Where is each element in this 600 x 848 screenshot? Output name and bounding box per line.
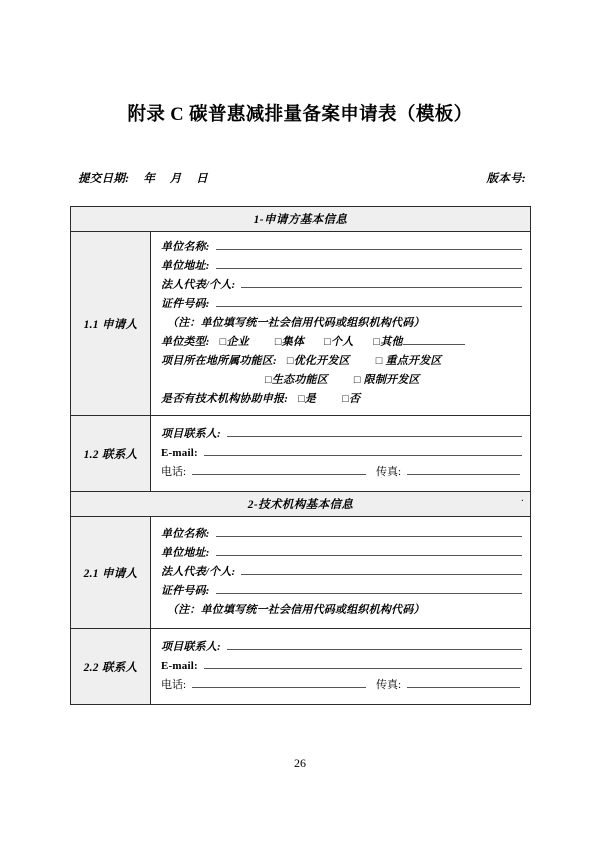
fill-in-rule[interactable] — [216, 582, 522, 594]
fill-in-rule[interactable] — [216, 544, 522, 556]
fax-label: 传真: — [376, 679, 402, 691]
function-zone-group-row2 — [161, 371, 530, 390]
row-label-1-2: 1.2 联系人 — [71, 416, 151, 492]
field-label: 项目联系人: — [161, 428, 221, 440]
checkbox-key-development-zone[interactable]: □ 重点开发区 — [375, 355, 442, 367]
page-title: 附录 C 碳普惠减排量备案申请表（模板） — [127, 105, 473, 125]
row-body-1-2 — [151, 416, 531, 492]
field-label: E-mail: — [161, 447, 198, 459]
submit-date-label: 提交日期: — [78, 173, 130, 185]
fill-in-rule[interactable] — [216, 525, 522, 537]
phone-label: 电话: — [161, 466, 187, 478]
phone-fill-in-rule[interactable] — [192, 676, 366, 688]
fax-fill-in-rule[interactable] — [407, 463, 520, 475]
fill-in-rule[interactable] — [241, 563, 522, 575]
page-number: 26 — [294, 756, 306, 770]
field-label: 法人代表/个人: — [161, 279, 236, 291]
field-project-contact — [161, 638, 530, 657]
section-1-heading: 1-申请方基本信息 — [71, 207, 531, 232]
checkbox-collective[interactable]: □集体 — [274, 336, 305, 348]
submit-date-ymd: 年 月 日 — [143, 173, 214, 185]
table-row — [71, 232, 531, 416]
checkbox-restricted-development-zone[interactable]: □ 限制开发区 — [353, 374, 420, 386]
checkbox-optimized-development-zone[interactable]: □优化开发区 — [286, 355, 350, 367]
phone-fill-in-rule[interactable] — [192, 463, 366, 475]
field-label: 项目联系人: — [161, 641, 221, 653]
row-label-2-1: 2.1 申请人 — [71, 517, 151, 629]
field-unit-name — [161, 238, 530, 257]
note-credit-code: （注：单位填写统一社会信用代码或组织机构代码） — [167, 604, 425, 616]
checkbox-other[interactable]: □其他 — [373, 336, 403, 348]
field-unit-address — [161, 257, 530, 276]
section-header-row — [71, 207, 531, 232]
fill-in-rule[interactable] — [241, 276, 522, 288]
fill-in-rule[interactable] — [227, 425, 522, 437]
row-body-1-1 — [151, 232, 531, 416]
tech-help-label: 是否有技术机构协助申报: — [161, 393, 289, 405]
table-row — [71, 517, 531, 629]
field-label: 单位名称: — [161, 241, 210, 253]
field-unit-name — [161, 525, 530, 544]
field-unit-address — [161, 544, 530, 563]
fill-in-rule[interactable] — [216, 295, 522, 307]
field-label: 证件号码: — [161, 298, 210, 310]
function-zone-group — [161, 352, 530, 371]
application-form-table — [70, 206, 531, 705]
field-project-contact — [161, 425, 530, 444]
other-fill-in-rule[interactable] — [403, 334, 465, 345]
phone-label: 电话: — [161, 679, 187, 691]
field-label: 法人代表/个人: — [161, 566, 236, 578]
checkbox-individual[interactable]: □个人 — [324, 336, 354, 348]
submit-date-group — [78, 170, 214, 186]
field-legal-representative — [161, 563, 530, 582]
field-phone-fax — [161, 463, 530, 482]
row-label-2-2: 2.2 联系人 — [71, 629, 151, 705]
field-phone-fax — [161, 676, 530, 695]
fill-in-rule[interactable] — [204, 444, 522, 456]
field-label: 单位地址: — [161, 260, 210, 272]
checkbox-tech-help-no[interactable]: □否 — [342, 393, 361, 405]
unit-type-label: 单位类型: — [161, 336, 210, 348]
fax-label: 传真: — [376, 466, 402, 478]
section-2-heading: 2-技术机构基本信息 — [71, 492, 531, 517]
section-header-row — [71, 492, 531, 517]
checkbox-tech-help-yes[interactable]: □是 — [298, 393, 317, 405]
field-label: 单位名称: — [161, 528, 210, 540]
fill-in-rule[interactable] — [216, 257, 522, 269]
table-row — [71, 629, 531, 705]
row-label-1-1: 1.1 申请人 — [71, 232, 151, 416]
fax-fill-in-rule[interactable] — [407, 676, 520, 688]
field-label: 证件号码: — [161, 585, 210, 597]
field-email — [161, 444, 530, 463]
tech-help-group — [161, 390, 530, 409]
fill-in-rule[interactable] — [216, 238, 522, 250]
table-row — [71, 416, 531, 492]
meta-row — [78, 170, 530, 186]
field-label: 单位地址: — [161, 547, 210, 559]
field-email — [161, 657, 530, 676]
checkbox-enterprise[interactable]: □企业 — [219, 336, 249, 348]
fill-in-rule[interactable] — [227, 638, 522, 650]
field-legal-representative — [161, 276, 530, 295]
note-credit-code: （注：单位填写统一社会信用代码或组织机构代码） — [167, 317, 425, 329]
field-label: E-mail: — [161, 660, 198, 672]
fill-in-rule[interactable] — [204, 657, 522, 669]
row-body-2-1 — [151, 517, 531, 629]
unit-type-group — [161, 333, 530, 352]
version-label: 版本号: — [486, 173, 526, 185]
row-body-2-2 — [151, 629, 531, 705]
field-id-number — [161, 582, 530, 601]
checkbox-ecological-function-zone[interactable]: □生态功能区 — [265, 374, 328, 386]
function-zone-label: 项目所在地所属功能区: — [161, 355, 277, 367]
stray-mark: . — [521, 492, 524, 504]
field-id-number — [161, 295, 530, 314]
